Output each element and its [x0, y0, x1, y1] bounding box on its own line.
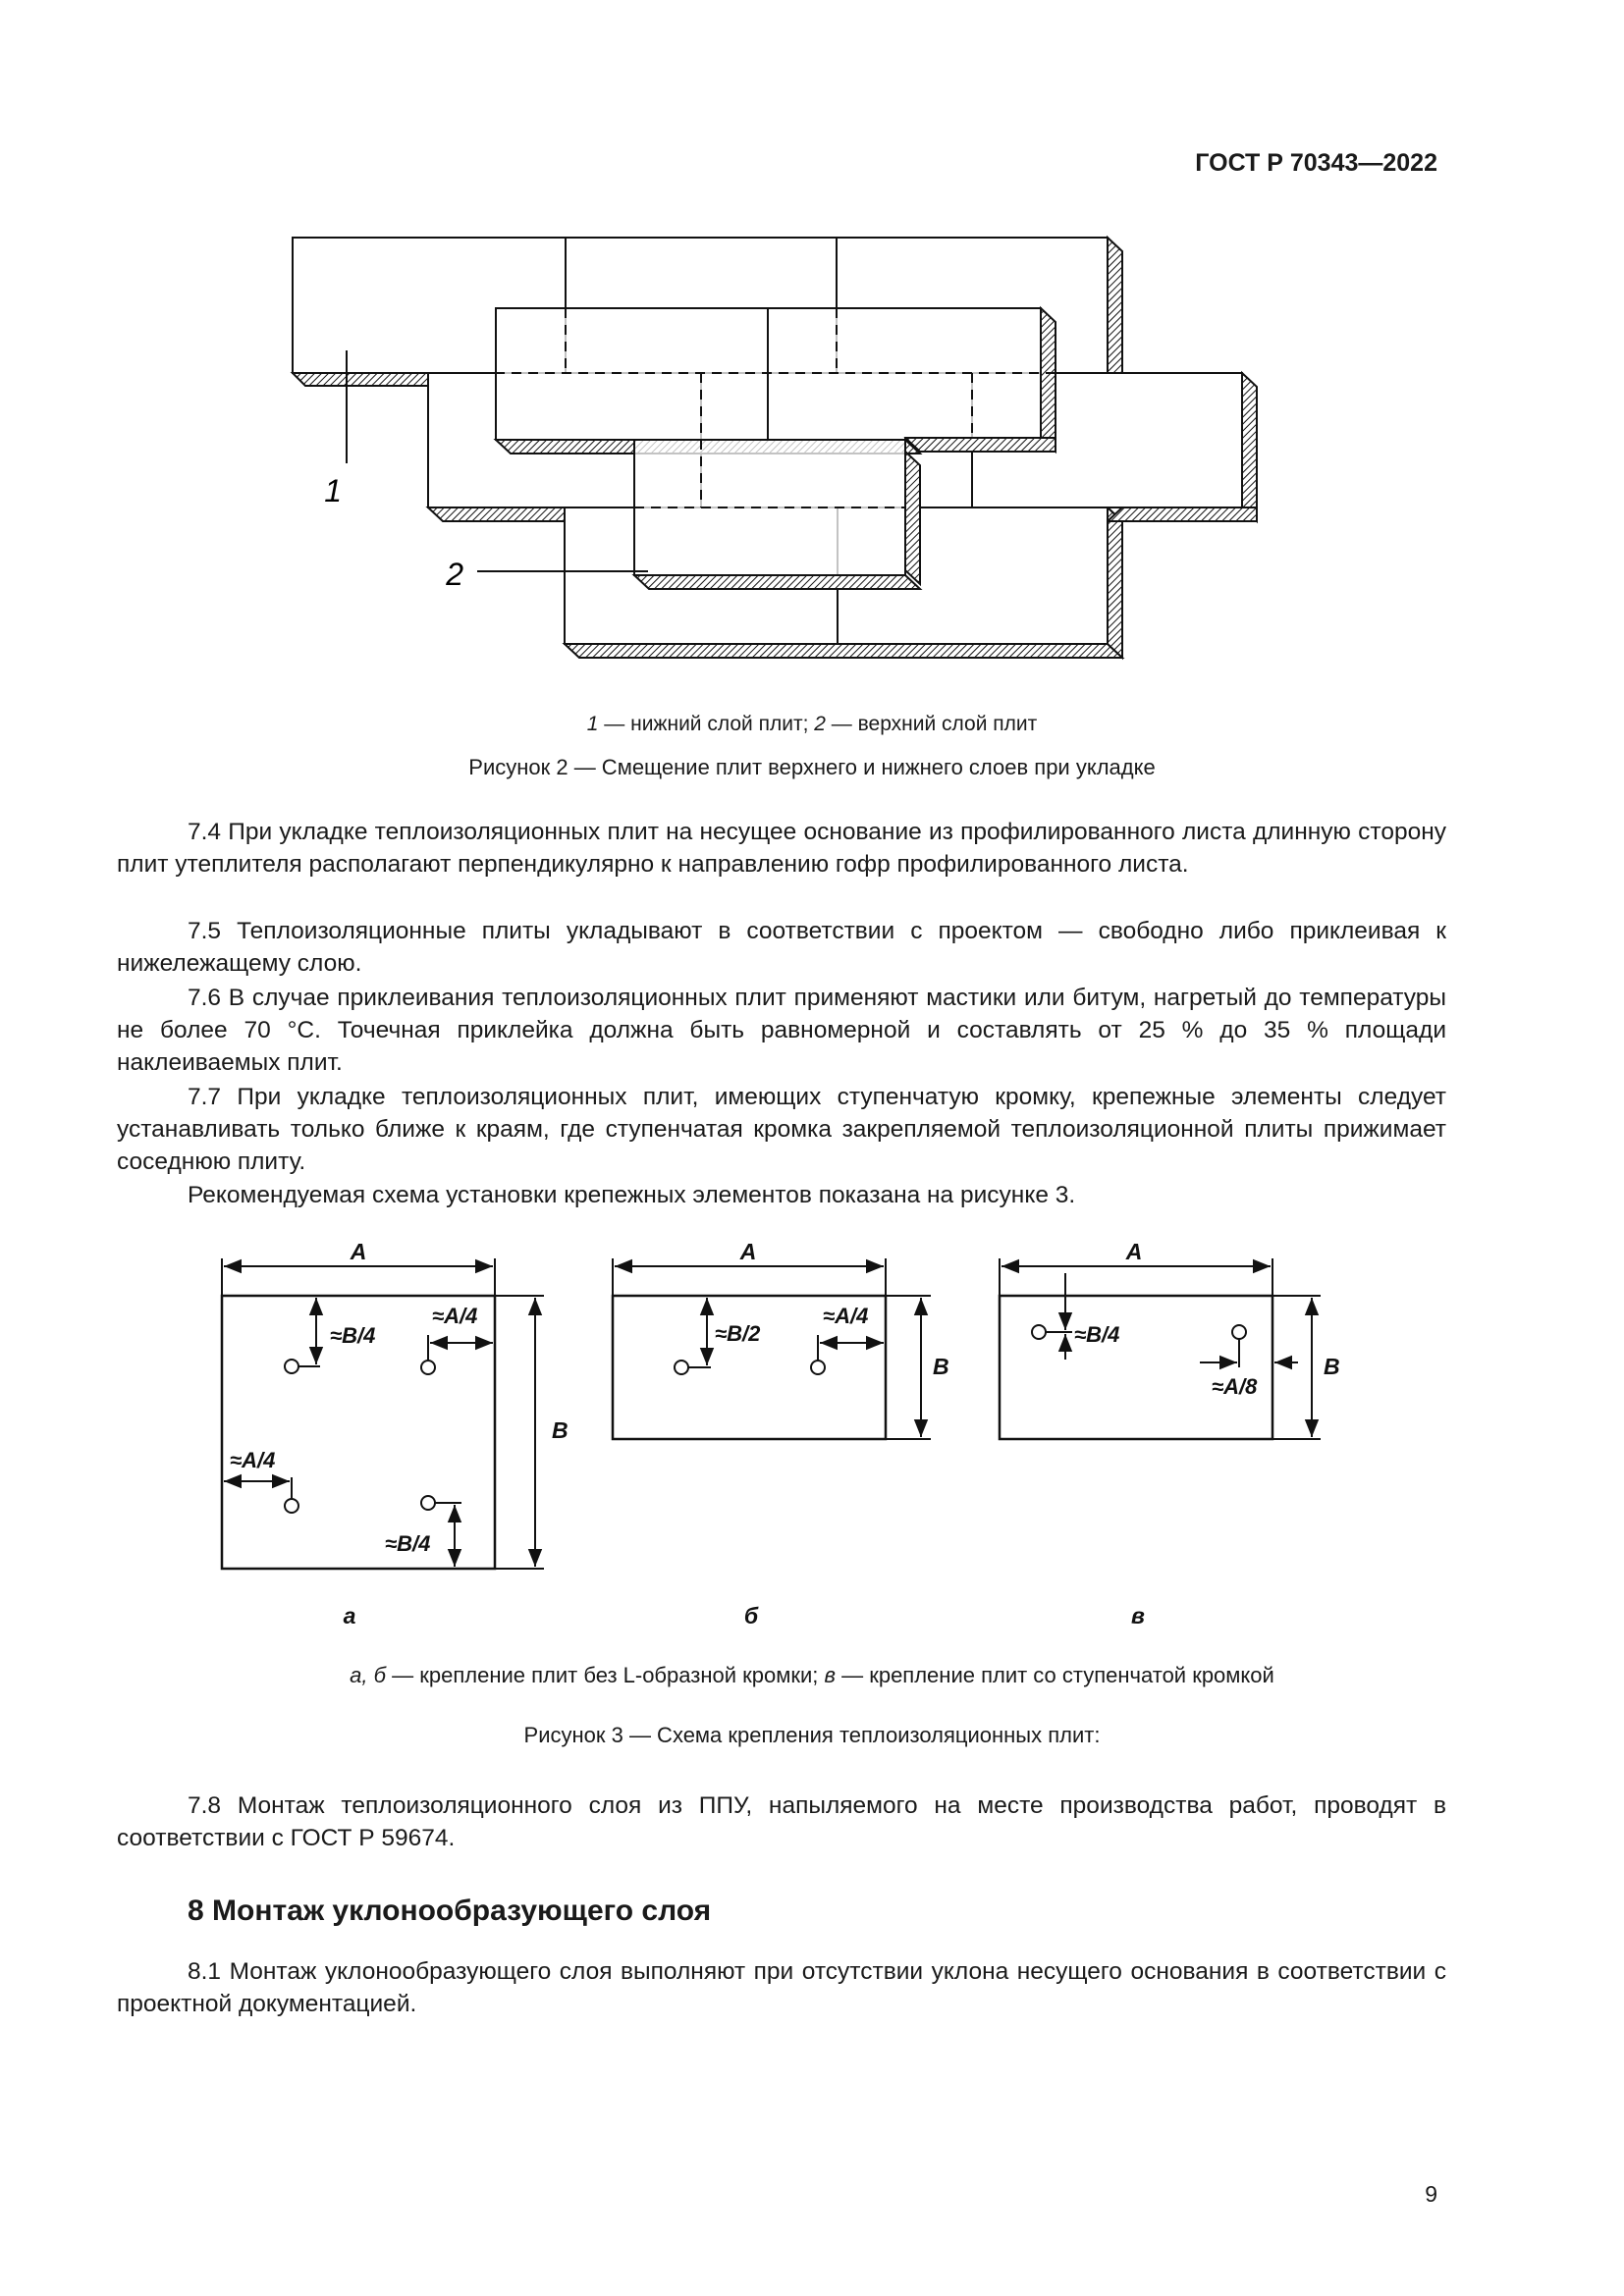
paragraph-7-4: 7.4 При укладке теплоизоляционных плит на несущее основание из профилированного листа длинную сторону плит утеплителя располагают перпендикулярно к направлению гофр профилированного листа.	[117, 819, 1446, 878]
dim-a-label: A	[350, 1239, 367, 1264]
fastener-circle	[811, 1361, 825, 1374]
page-number: 9	[1425, 2181, 1437, 2207]
dim-b-label: B	[933, 1354, 949, 1379]
panel-b-label: б	[743, 1603, 759, 1629]
legend-num-2: 2	[814, 713, 826, 735]
section-8-heading: 8 Монтаж уклонообразующего слоя	[188, 1895, 712, 1927]
figure-2-diagram	[0, 0, 1624, 687]
slab-c	[1000, 1296, 1272, 1439]
fastener-circle	[285, 1360, 298, 1373]
paragraph-8-1: 8.1 Монтаж уклонообразующего слоя выполняют при отсутствии уклона несущего основания в соответствии с проектной документацией.	[117, 1958, 1446, 2017]
figure-3-diagram	[0, 1217, 1624, 1649]
dim-b-label: B	[1324, 1354, 1340, 1379]
callout-2: 2	[446, 557, 463, 592]
figure-2-legend	[0, 713, 1624, 736]
legend-text-c: — крепление плит со ступенчатой кромкой	[835, 1663, 1274, 1687]
fastener-circle	[285, 1499, 298, 1513]
document-header: ГОСТ Р 70343—2022	[1195, 149, 1437, 177]
panel-b	[613, 1239, 949, 1629]
figure-3-legend	[0, 1663, 1624, 1688]
dim-b-label: B	[552, 1417, 568, 1443]
fastener-circle	[1232, 1325, 1246, 1339]
figure-3-title: Рисунок 3 — Схема крепления теплоизоляционных плит:	[523, 1723, 1101, 1747]
paragraph-7-8: 7.8 Монтаж теплоизоляционного слоя из ППУ, напыляемого на месте производства работ, проводят в соответствии с ГОСТ Р 59674.	[117, 1792, 1446, 1851]
panel-a	[222, 1239, 568, 1629]
callout-1: 1	[324, 473, 342, 508]
a-b4-top-label: ≈B/4	[330, 1323, 376, 1348]
fastener-circle	[1032, 1325, 1046, 1339]
paragraph-7-7: 7.7 При укладке теплоизоляционных плит, имеющих ступенчатую кромку, крепежные элементы следует устанавливать только ближе к краям, где ступенчатая кромка закрепляемой теплоизоляционной плиты прижимает соседнюю плиту.	[117, 1084, 1446, 1175]
fastener-circle	[421, 1361, 435, 1374]
legend-num-1: 1	[586, 713, 599, 735]
paragraph-7-6: 7.6 В случае приклеивания теплоизоляционных плит применяют мастики или битум, нагретый до температуры не более 70 °С. Точечная приклейка должна быть равномерной и составлять от 25 % до 35 % площади наклеиваемых плит.	[117, 985, 1446, 1076]
legend-ab: а, б	[350, 1663, 387, 1687]
paragraph-7-5: 7.5 Теплоизоляционные плиты укладывают в соответствии с проектом — свободно либо приклеивая к нижележащему слою.	[117, 918, 1446, 977]
panel-a-label: а	[343, 1603, 356, 1629]
b-b2-label: ≈B/2	[715, 1321, 761, 1346]
c-b4-label: ≈B/4	[1074, 1322, 1120, 1347]
panel-c	[1000, 1239, 1340, 1629]
a-a4-top-label: ≈A/4	[432, 1304, 478, 1328]
fastener-circle	[421, 1496, 435, 1510]
paragraph-7-7-reference: Рекомендуемая схема установки крепежных элементов показана на рисунке 3.	[188, 1182, 1076, 1208]
dim-a-label: A	[739, 1239, 757, 1264]
a-a4-left-label: ≈A/4	[230, 1448, 276, 1472]
a-b4-bottom-label: ≈B/4	[385, 1531, 431, 1556]
c-a8-label: ≈A/8	[1212, 1374, 1258, 1399]
legend-text-2: — верхний слой плит	[825, 713, 1038, 735]
legend-text-ab: — крепление плит без L-образной кромки;	[386, 1663, 825, 1687]
legend-text-1: — нижний слой плит;	[598, 713, 815, 735]
panel-c-label: в	[1131, 1603, 1145, 1629]
dim-a-label: A	[1125, 1239, 1143, 1264]
legend-c: в	[824, 1663, 836, 1687]
fastener-circle	[675, 1361, 688, 1374]
figure-2-title: Рисунок 2 — Смещение плит верхнего и нижнего слоев при укладке	[468, 755, 1156, 779]
b-a4-label: ≈A/4	[823, 1304, 869, 1328]
